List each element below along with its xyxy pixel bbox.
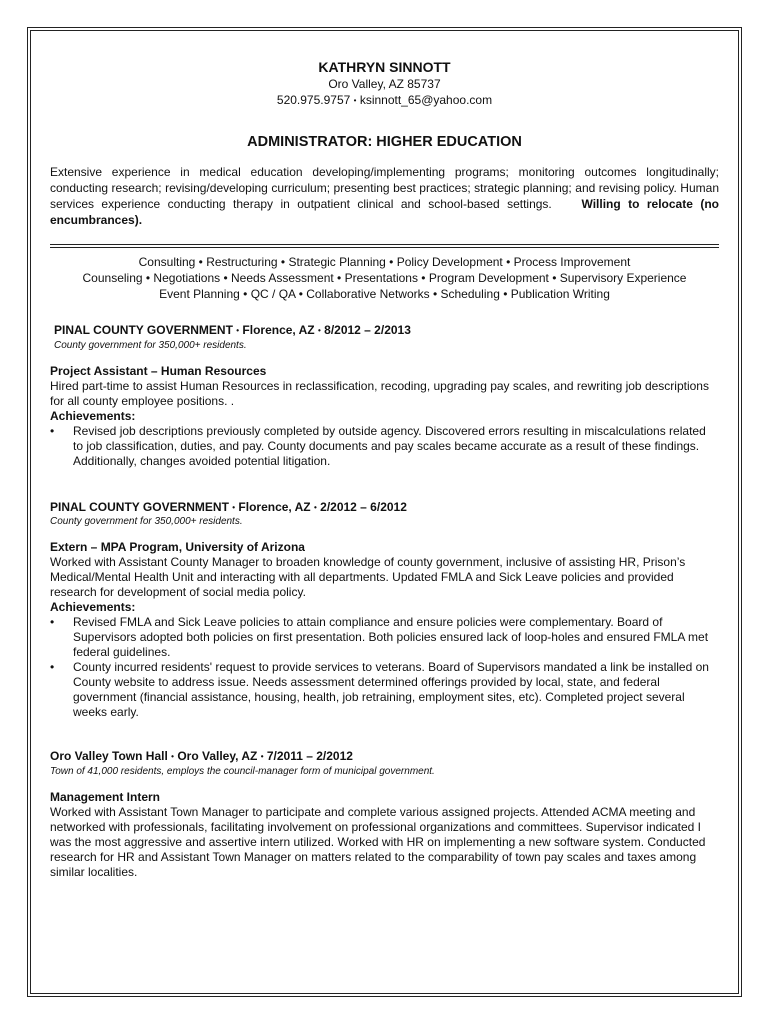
achievements-list — [50, 424, 719, 469]
summary-relocate-note: Willing to relocate (no encumbrances). — [50, 196, 719, 227]
job-summary: Hired part-time to assist Human Resources in reclassification, recoding, upgrading pay scales, and rewriting job descriptions for all county employee positions. . — [50, 378, 709, 408]
bullet-separator: • — [317, 325, 321, 335]
job-title: Project Assistant – Human Resources — [50, 363, 267, 378]
resume-headline: ADMINISTRATOR: HIGHER EDUCATION — [247, 133, 522, 150]
achievement-item — [50, 424, 719, 469]
skills-line: Counseling • Negotiations • Needs Assessment • Presentations • Program Development • Supervisory Experience — [82, 270, 687, 285]
summary-text: Extensive experience in medical education developing/implementing programs; monitoring outcomes longitudinally; conducting research; revising/developing curriculum; presenting best practices; strategic planning; and revising policy. Human services experience conducting therapy in outpatient clinical and school-based settings. — [50, 164, 719, 211]
resume-body — [50, 31, 719, 880]
skills-list — [50, 254, 719, 302]
bullet-separator: • — [353, 95, 357, 105]
skills-line: Consulting • Restructuring • Strategic Planning • Policy Development • Process Improvement — [138, 254, 631, 269]
employer-description: County government for 350,000+ residents. — [54, 339, 247, 351]
bullet-icon: • — [50, 615, 55, 630]
achievements-heading: Achievements: — [50, 600, 136, 615]
section-divider — [50, 244, 719, 248]
job-entry — [54, 322, 719, 352]
job-location: Florence, AZ — [242, 322, 315, 337]
employer-description: County government for 350,000+ residents. — [50, 516, 243, 528]
bullet-icon: • — [50, 660, 55, 675]
employer-name: PINAL COUNTY GOVERNMENT — [54, 322, 233, 337]
job-dates: 8/2012 – 2/2013 — [324, 322, 411, 337]
job-location: Oro Valley, AZ — [177, 749, 258, 764]
job-title: Management Intern — [50, 790, 161, 805]
bullet-separator: • — [313, 502, 317, 512]
employer-name: PINAL COUNTY GOVERNMENT — [50, 499, 229, 514]
job-summary: Worked with Assistant Town Manager to participate and complete various assigned projects. Attended ACMA meeting and networked with professionals, facilitating involvement on professional organizations and committees. Supervisor indicated I was the most aggressive and assertive intern utilized. Worked with HR on implementing a new software system. Conducted research for HR and Assistant Town Manager on matters related to the comparability of town pay scales and taxes among similar localities. — [50, 805, 706, 880]
job-dates: 7/2011 – 2/2012 — [266, 749, 353, 764]
job-header — [54, 322, 719, 339]
job-header — [50, 748, 719, 765]
job-summary: Worked with Assistant County Manager to broaden knowledge of county government, inclusive of assisting HR, Prison’s Medical/Mental Health Unit and interacting with all departments. Updated FMLA and Sick Leave policies and provided research for development of social media policy. — [50, 555, 686, 600]
job-entry — [50, 499, 719, 529]
skills-line: Event Planning • QC / QA • Collaborative Networks • Scheduling • Publication Writing — [159, 286, 610, 301]
achievement-text: Revised FMLA and Sick Leave policies to attain compliance and ensure policies were complementary. Board of Supervisors adopted both policies on first presentation. Both policies ensured lack of loop-holes and ensured FMLA met federal guidelines. — [73, 615, 709, 660]
achievement-item — [50, 660, 719, 720]
job-location: Florence, AZ — [238, 499, 311, 514]
job-title: Extern – MPA Program, University of Arizona — [50, 540, 305, 555]
bullet-separator: • — [236, 325, 240, 335]
achievements-heading: Achievements: — [50, 408, 136, 423]
employer-name: Oro Valley Town Hall — [50, 749, 168, 764]
bullet-icon: • — [50, 423, 55, 438]
achievement-text: Revised job descriptions previously completed by outside agency. Discovered errors resulting in miscalculations related to job classification, duties, and pay. County documents and pay scales became accurate as a result of these findings. Additionally, changes avoided potential litigation. — [73, 423, 706, 468]
achievement-text: County incurred residents' request to provide services to veterans. Board of Supervisors mandated a link be installed on County website to address issue. Needs assessment determined offerings provided by local, state, and federal government (financial assistance, housing, health, job retraining, employment sites, etc). Completed project several weeks early. — [73, 660, 709, 720]
phone-number: 520.975.9757 — [276, 93, 351, 107]
job-dates: 2/2012 – 6/2012 — [320, 499, 407, 514]
achievement-item — [50, 615, 719, 660]
job-entry — [50, 748, 719, 778]
candidate-location: Oro Valley, AZ 85737 — [328, 77, 441, 91]
bullet-separator: • — [171, 752, 174, 762]
email-address: ksinnott_65@yahoo.com — [359, 93, 493, 107]
page-border — [30, 30, 739, 994]
bullet-separator: • — [232, 502, 236, 512]
bullet-separator: • — [260, 752, 264, 762]
professional-summary — [50, 164, 719, 228]
achievements-list — [50, 615, 719, 720]
candidate-contact — [50, 92, 719, 109]
candidate-name: KATHRYN SINNOTT — [318, 59, 451, 75]
job-header — [50, 499, 719, 516]
employer-description: Town of 41,000 residents, employs the council-manager form of municipal government. — [50, 766, 435, 778]
